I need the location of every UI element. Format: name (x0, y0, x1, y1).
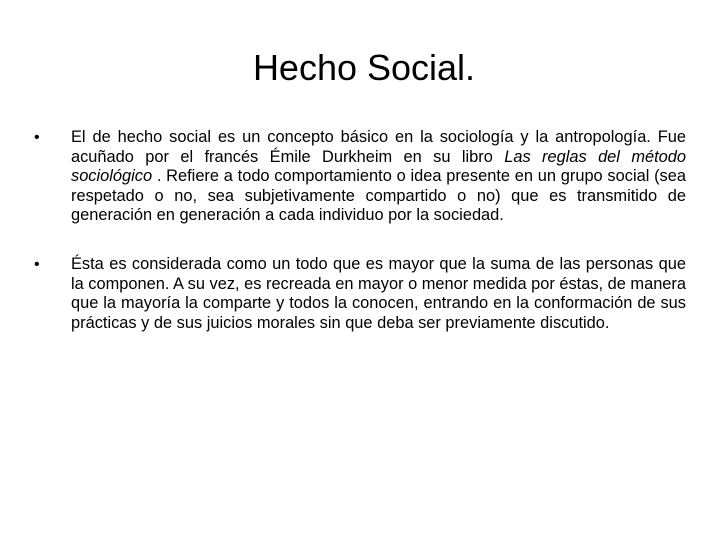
bullet-item-hecho-social-totality (34, 255, 686, 333)
bullet-text (71, 128, 686, 224)
bullet-item-hecho-social-definition (34, 128, 686, 226)
bullet-text-part: . Refiere a todo comportamiento o idea presente en un grupo social (sea respetado o no, sea subjetivamente compartido o no) que es transmitido de generación en generación a cada individuo por la sociedad. (71, 167, 686, 225)
book-title: Las reglas del método sociológico (71, 147, 686, 186)
bullet-text (71, 255, 686, 332)
bullet-text-part: El de hecho social es un concepto básico en la sociología y la antropología. Fue acuñado por el francés Émile Durkheim en su libro (71, 128, 686, 166)
bullet-text-part: Ésta es considerada como un todo que es mayor que la suma de las personas que la componen. A su vez, es recreada en mayor o menor medida por éstas, de manera que la mayoría la comparte y todos la conocen, entrando en la conformación de sus prácticas y de sus juicios morales sin que deba ser previamente discutido. (71, 254, 686, 332)
bullet-icon: • (34, 255, 40, 273)
bullet-list (34, 128, 686, 362)
bullet-icon: • (34, 129, 40, 146)
slide-title: Hecho Social. (252, 47, 476, 88)
